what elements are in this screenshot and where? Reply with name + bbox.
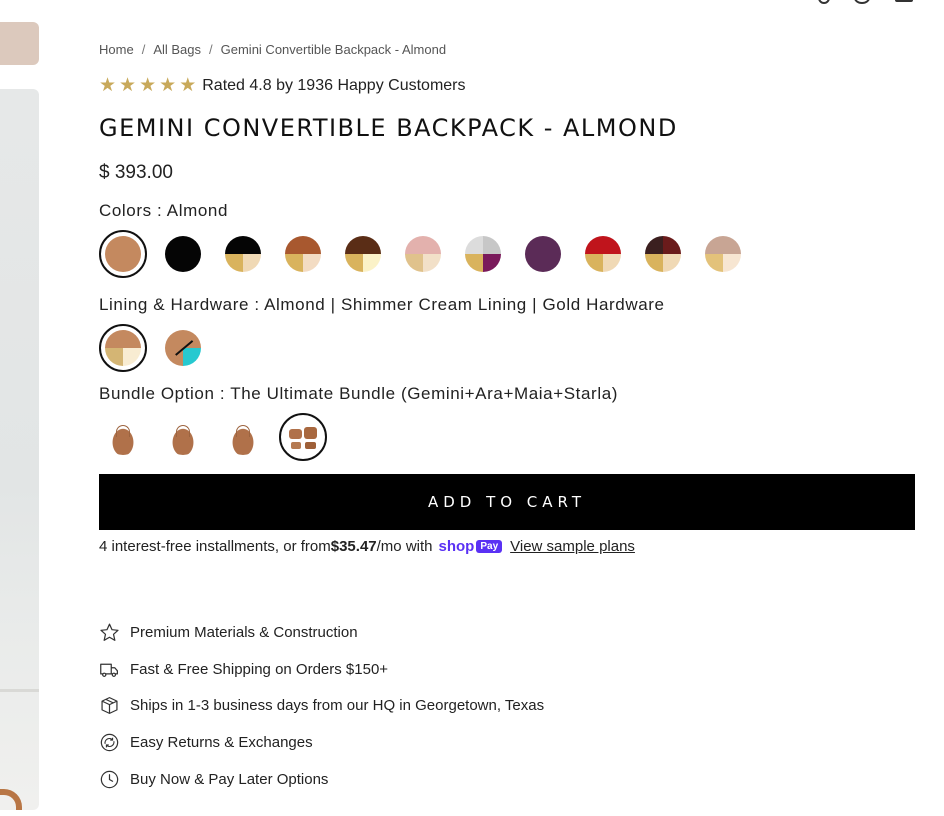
bundle-label: Bundle Option : The Ultimate Bundle (Gemini+Ara+Maia+Starla) — [99, 384, 619, 403]
star-filled-icon: ★ — [179, 75, 197, 96]
returns-icon — [99, 732, 120, 753]
truck-icon — [99, 659, 120, 680]
add-to-cart-button[interactable]: ADD TO CART — [99, 474, 915, 530]
breadcrumb-current: Gemini Convertible Backpack - Almond — [220, 42, 447, 57]
feature-item — [99, 651, 544, 688]
installments-suffix: /mo with — [376, 538, 433, 555]
installments-message — [99, 538, 635, 555]
feature-text: Fast & Free Shipping on Orders $150+ — [130, 660, 389, 678]
image-detail-bag — [0, 789, 22, 810]
lining-label: Lining & Hardware : Almond | Shimmer Cream Lining | Gold Hardware — [99, 295, 665, 314]
color-swatch-chocolate-cream[interactable] — [339, 230, 387, 278]
breadcrumb-all-bags[interactable]: All Bags — [153, 42, 202, 57]
bundle-option-ultimate[interactable] — [279, 413, 327, 461]
view-sample-plans-link[interactable]: View sample plans — [510, 538, 635, 555]
next-section-heading-cropped — [99, 808, 219, 816]
feature-text: Easy Returns & Exchanges — [130, 733, 313, 751]
breadcrumb — [99, 42, 446, 57]
color-swatch-almond[interactable] — [99, 230, 147, 278]
breadcrumb-separator: / — [141, 42, 146, 57]
color-swatch-black-gold[interactable] — [219, 230, 267, 278]
star-filled-icon: ★ — [139, 75, 157, 96]
lining-swatch-shimmer-cream[interactable] — [99, 324, 147, 372]
feature-list — [99, 614, 544, 797]
breadcrumb-home[interactable]: Home — [99, 42, 134, 57]
product-rating[interactable] — [99, 76, 466, 95]
star-outline-icon — [99, 622, 120, 643]
color-swatch-cognac-gold[interactable] — [279, 230, 327, 278]
box-icon — [99, 695, 120, 716]
bundle-option-gemini[interactable] — [99, 413, 147, 461]
shop-pay-logo — [439, 538, 503, 555]
color-swatch-red-gold[interactable] — [579, 230, 627, 278]
color-swatch-blush[interactable] — [399, 230, 447, 278]
gallery-thumbnail[interactable] — [0, 22, 39, 65]
color-swatch-plum[interactable] — [519, 230, 567, 278]
feature-item — [99, 614, 544, 651]
color-swatch-black[interactable] — [159, 230, 207, 278]
product-main-image[interactable] — [0, 89, 39, 810]
colors-label: Colors : Almond — [99, 201, 228, 220]
product-title: GEMINI CONVERTIBLE BACKPACK - ALMOND — [99, 114, 678, 142]
lining-swatch-teal[interactable] — [159, 324, 207, 372]
search-icon[interactable] — [818, 0, 830, 4]
cart-icon[interactable] — [895, 0, 913, 2]
clock-icon — [99, 769, 120, 790]
feature-item — [99, 724, 544, 761]
feature-text: Premium Materials & Construction — [130, 623, 358, 641]
image-detail-strap — [0, 689, 39, 692]
product-price: $ 393.00 — [99, 162, 173, 183]
account-icon[interactable] — [854, 0, 870, 4]
breadcrumb-separator: / — [209, 42, 213, 57]
star-filled-icon: ★ — [99, 75, 117, 96]
color-swatch-leopard-plum[interactable] — [459, 230, 507, 278]
rating-text: Rated 4.8 by 1936 Happy Customers — [202, 76, 466, 94]
feature-text: Buy Now & Pay Later Options — [130, 770, 329, 788]
feature-item — [99, 761, 544, 798]
shop-pay-brand: shop — [438, 538, 475, 555]
shop-pay-badge: Pay — [476, 540, 502, 553]
color-swatch-taupe[interactable] — [699, 230, 747, 278]
bundle-option-gemini-maia[interactable] — [219, 413, 267, 461]
feature-item — [99, 687, 544, 724]
star-filled-icon: ★ — [119, 75, 137, 96]
color-swatch-plaid[interactable] — [639, 230, 687, 278]
installments-amount: $35.47 — [330, 538, 377, 555]
bundle-option-gemini-ara[interactable] — [159, 413, 207, 461]
star-filled-icon: ★ — [159, 75, 177, 96]
hardware-line — [175, 340, 193, 355]
feature-text: Ships in 1-3 business days from our HQ in Georgetown, Texas — [130, 697, 545, 715]
installments-prefix: 4 interest-free installments, or from — [99, 538, 331, 555]
